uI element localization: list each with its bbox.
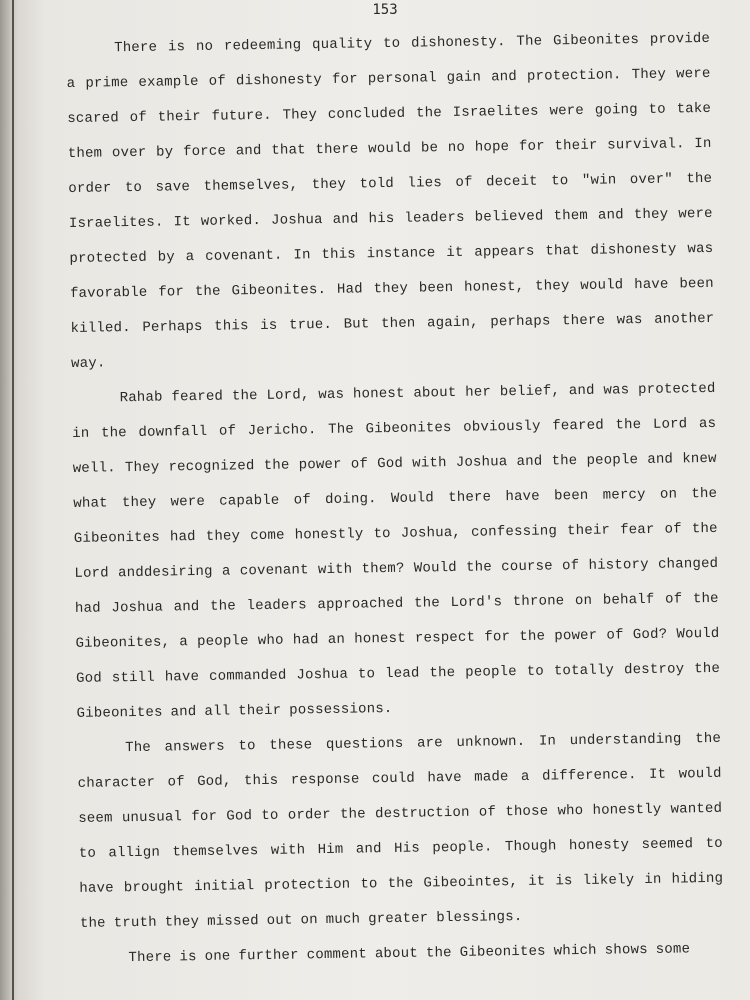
text-line: what they were capable of doing. Would there have been mercy on the xyxy=(73,485,718,512)
text-line: seem unusual for God to order the destruction of those who honestly wanted xyxy=(78,800,723,827)
binding-shadow xyxy=(0,0,18,1000)
paragraph xyxy=(71,377,720,737)
text-line: them over by force and that there would be no hope for their survival. In xyxy=(67,135,712,162)
body-text xyxy=(66,27,725,982)
text-line: had Joshua and the leaders approached the Lord's throne on behalf of the xyxy=(74,590,719,617)
text-line: favorable for the Gibeonites. Had they been honest, they would have been xyxy=(69,275,714,302)
text-line: Gibeonites had they come honestly to Joshua, confessing their fear of the xyxy=(73,520,718,547)
text-line: The answers to these questions are unknown. In understanding the xyxy=(125,730,722,757)
text-line: order to save themselves, they told lies of deceit to "win over" the xyxy=(68,170,713,197)
text-line: Lord anddesiring a covenant with them? Would the course of history changed xyxy=(74,555,719,582)
text-line: God still have commanded Joshua to lead the people to totally destroy the xyxy=(75,660,721,687)
text-line: killed. Perhaps this is true. But then again, perhaps there was another xyxy=(70,310,715,337)
text-line: in the downfall of Jericho. The Gibeonites obviously feared the Lord as xyxy=(72,415,717,442)
text-line: Israelites. It worked. Joshua and his leaders believed them and they were xyxy=(68,205,713,232)
text-line: the truth they missed out on much greater blessings. xyxy=(79,908,523,932)
text-line: protected by a covenant. In this instance it appears that dishonesty was xyxy=(69,240,714,267)
text-line: Rahab feared the Lord, was honest about her belief, and was protected xyxy=(119,380,716,407)
text-line: Gibeonites and all their possessions. xyxy=(76,700,393,722)
text-line: well. They recognized the power of God with Joshua and the people and knew xyxy=(72,450,717,477)
text-line: There is no redeeming quality to dishonesty. The Gibeonites provide xyxy=(114,30,711,57)
text-line: There is one further comment about the Gibeonites which shows some xyxy=(128,941,691,967)
text-line: to allign themselves with Him and His people. Though honesty seemed to xyxy=(78,835,723,862)
text-line: Gibeonites, a people who had an honest respect for the power of God? Would xyxy=(75,625,720,652)
text-line: way. xyxy=(71,355,106,372)
page-number: 153 xyxy=(372,2,398,18)
text-line: have brought initial protection to the Gibeointes, it is likely in hiding xyxy=(79,870,724,897)
text-line: scared of their future. They concluded the Israelites were going to take xyxy=(67,100,712,127)
text-line: a prime example of dishonesty for personal gain and protection. They were xyxy=(66,65,711,92)
text-line: character of God, this response could have made a difference. It would xyxy=(77,765,722,792)
binding-edge xyxy=(12,0,14,1000)
paragraph xyxy=(66,27,715,387)
paragraph xyxy=(77,727,724,947)
